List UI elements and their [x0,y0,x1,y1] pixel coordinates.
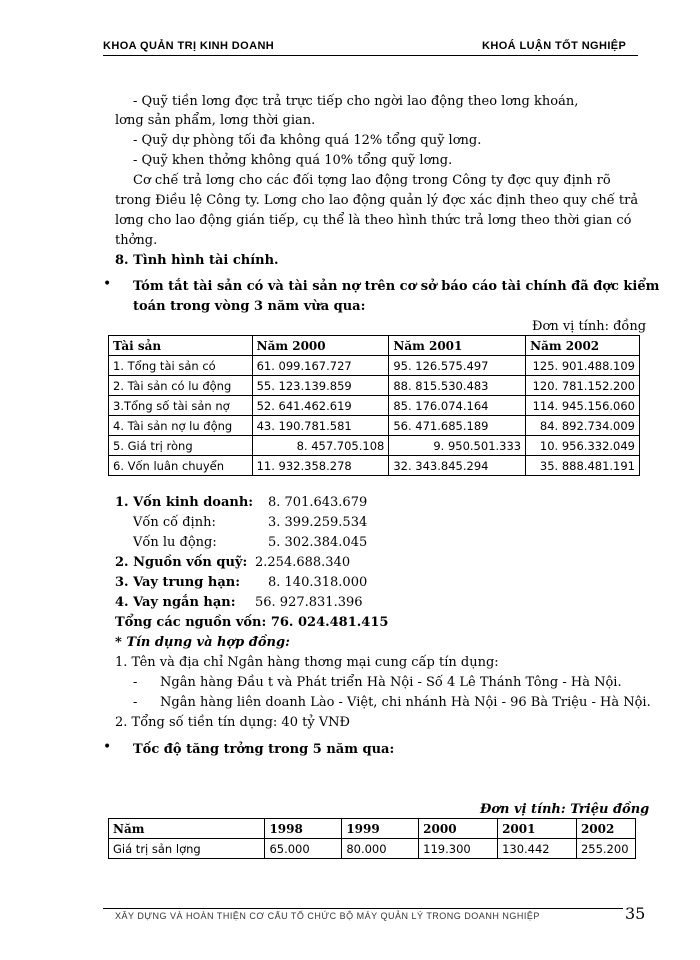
table-cell: Giá trị sản lợng [109,839,265,859]
table-row [109,396,640,416]
fixed-capital-value: 3. 399.259.534 [268,515,368,530]
credit-item-2: 2. Tổng số tiền tín dụng: 40 tỷ VNĐ [115,715,351,730]
para-line-6: trong Điều lệ Công ty. Lơng cho lao động quản lý đợc xác định theo quy chế trả [115,193,639,208]
table-header: 1998 [265,819,342,839]
footer-text: XÂY DỰNG VÀ HOÀN THIỆN CƠ CẤU TỔ CHỨC BỘ MÁY QUẢN LÝ TRONG DOANH NGHIỆP [115,911,540,921]
bank-line-1: Ngân hàng Đầu t và Phát triển Hà Nội - Số 4 Lê Thánh Tông - Hà Nội. [160,675,622,690]
table-cell: 35. 888.481.191 [526,456,640,476]
table-cell: 8. 457.705.108 [252,436,389,456]
footer-rule [103,908,623,909]
growth-table [108,818,636,859]
unit-label-2: Đơn vị tính: Triệu đồng [480,802,650,817]
table-cell: 65.000 [265,839,342,859]
table-header: 2002 [576,819,635,839]
table-header: 2001 [498,819,577,839]
capital-total: Tổng các nguồn vốn: 76. 024.481.415 [115,615,389,630]
table-row [109,356,640,376]
capital-item-4-label: 4. Vay ngắn hạn: [115,595,236,610]
table-row [109,839,636,859]
dash-icon: - [133,695,138,710]
table-cell: 125. 901.488.109 [526,356,640,376]
credit-item-1: 1. Tên và địa chỉ Ngân hàng thơng mại cung cấp tín dụng: [115,655,499,670]
capital-item-4-value: 56. 927.831.396 [255,595,363,610]
para-line-3: - Quỹ dự phòng tối đa không quá 12% tổng quỹ lơng. [133,133,482,148]
table-cell: 1. Tổng tài sản có [109,356,253,376]
bank-line-2: Ngân hàng liên doanh Lào - Việt, chi nhánh Hà Nội - 96 Bà Triệu - Hà Nội. [160,695,651,710]
table-row [109,416,640,436]
capital-item-2-label: 2. Nguồn vốn quỹ: [115,555,248,570]
para-line-1: - Quỹ tiền lơng đợc trả trực tiếp cho ngời lao động theo lơng khoán, [133,94,579,109]
para-line-4: - Quỹ khen thởng không quá 10% tổng quỹ lơng. [133,153,453,168]
table-cell: 11. 932.358.278 [252,456,389,476]
unit-label-1: Đơn vị tính: đồng [532,319,647,334]
table-header: Năm 2001 [389,336,526,356]
para-line-5: Cơ chế trả lơng cho các đối tợng lao động trong Công ty đợc quy định rõ [133,173,611,188]
table-header: Tài sản [109,336,253,356]
bullet-dot-icon: • [103,276,112,292]
table-cell: 55. 123.139.859 [252,376,389,396]
table-cell: 4. Tài sản nợ lu động [109,416,253,436]
table-cell: 95. 126.575.497 [389,356,526,376]
table-cell: 84. 892.734.009 [526,416,640,436]
dash-icon: - [133,675,138,690]
table-header: 2000 [419,819,498,839]
table-header: 1999 [342,819,419,839]
table-header: Năm 2000 [252,336,389,356]
capital-item-2-value: 2.254.688.340 [255,555,351,570]
header-rule [103,55,638,56]
table-cell: 43. 190.781.581 [252,416,389,436]
table-header: Năm 2002 [526,336,640,356]
table-cell: 56. 471.685.189 [389,416,526,436]
table-cell: 5. Giá trị ròng [109,436,253,456]
header-left: KHOA QUẢN TRỊ KINH DOANH [103,40,275,52]
table-row [109,456,640,476]
table-cell: 255.200 [576,839,635,859]
table-header-row [109,336,640,356]
table-cell: 9. 950.501.333 [389,436,526,456]
para-line-2: lơng sản phẩm, lơng thời gian. [115,113,316,128]
bullet2-text: Tốc độ tăng trởng trong 5 năm qua: [133,742,395,757]
table-row [109,436,640,456]
table-cell: 32. 343.845.294 [389,456,526,476]
table-cell: 10. 956.332.049 [526,436,640,456]
page-number: 35 [625,904,646,923]
table-header-row [109,819,636,839]
table-cell: 2. Tài sản có lu động [109,376,253,396]
table-cell: 114. 945.156.060 [526,396,640,416]
table-cell: 52. 641.462.619 [252,396,389,416]
working-capital-label: Vốn lu động: [133,535,217,550]
capital-item-3-value: 8. 140.318.000 [268,575,368,590]
table-cell: 88. 815.530.483 [389,376,526,396]
capital-item-1-value: 8. 701.643.679 [268,495,368,510]
credit-heading: * Tín dụng và hợp đồng: [115,635,290,650]
table-cell: 6. Vốn luân chuyển [109,456,253,476]
table-cell: 80.000 [342,839,419,859]
table-cell: 119.300 [419,839,498,859]
para-line-7: lơng cho lao động gián tiếp, cụ thể là theo hình thức trả lơng theo thời gian có [115,213,632,228]
assets-table [108,335,640,476]
table-cell: 130.442 [498,839,577,859]
table-cell: 85. 176.074.164 [389,396,526,416]
table-cell: 61. 099.167.727 [252,356,389,376]
table-row [109,376,640,396]
bullet-dot-icon: • [103,739,112,755]
section-heading: 8. Tình hình tài chính. [115,253,279,268]
header-right: KHOÁ LUẬN TỐT NGHIỆP [482,40,627,52]
table-cell: 120. 781.152.200 [526,376,640,396]
table-cell: 3.Tổng số tài sản nợ [109,396,253,416]
bullet1-line-2: toán trong vòng 3 năm vừa qua: [133,299,366,314]
capital-item-3-label: 3. Vay trung hạn: [115,575,240,590]
capital-item-1-label: 1. Vốn kinh doanh: [115,495,254,510]
working-capital-value: 5. 302.384.045 [268,535,368,550]
fixed-capital-label: Vốn cố định: [133,515,216,530]
bullet1-line-1: Tóm tắt tài sản có và tài sản nợ trên cơ sở báo cáo tài chính đã đợc kiểm [133,279,660,294]
table-header: Năm [109,819,265,839]
para-line-8: thởng. [115,233,158,248]
